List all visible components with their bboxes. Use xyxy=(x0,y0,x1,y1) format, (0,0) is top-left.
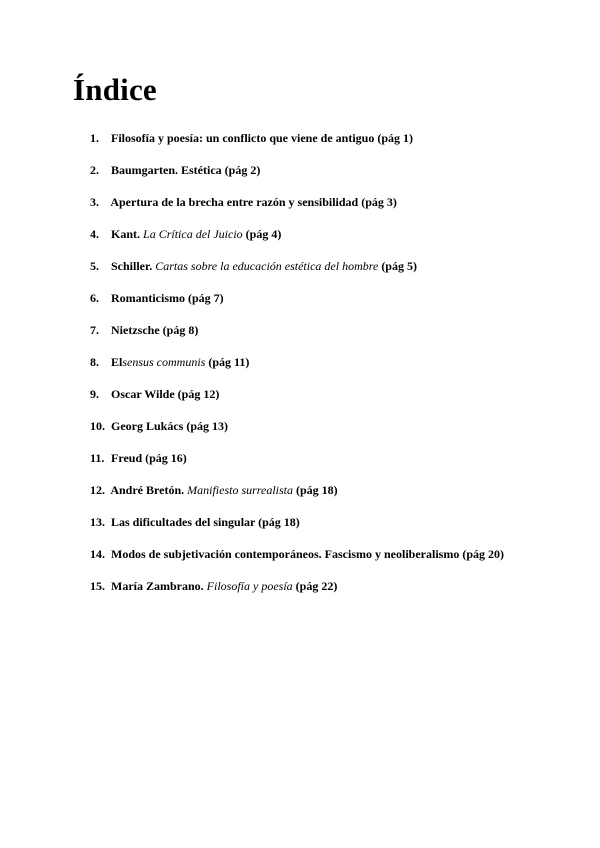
toc-item-italic-title: Manifiesto surrealista xyxy=(187,483,294,497)
toc-item-5 xyxy=(90,257,570,289)
toc-item-text: El xyxy=(111,355,123,369)
toc-item-italic-title: sensus communis xyxy=(122,355,206,369)
toc-item-page: (pág 5) xyxy=(378,259,417,273)
toc-item-7 xyxy=(90,321,570,353)
toc-item-text: Modos de subjetivación contemporáneos. Fascismo y neoliberalismo (pág 20) xyxy=(111,547,504,561)
page-title: Índice xyxy=(73,72,157,107)
toc-item-text: Baumgarten. Estética (pág 2) xyxy=(111,163,261,177)
toc-item-text: Romanticismo (pág 7) xyxy=(111,291,224,305)
toc-item-number: 1. xyxy=(90,131,99,145)
toc-item-6 xyxy=(90,289,570,321)
toc-item-4 xyxy=(90,225,570,257)
toc-item-number: 8. xyxy=(90,355,99,369)
toc-item-1 xyxy=(90,129,570,161)
toc-item-number: 3. xyxy=(90,195,99,209)
toc-item-number: 7. xyxy=(90,323,99,337)
toc-item-text: Las dificultades del singular (pág 18) xyxy=(111,515,300,529)
toc-item-15 xyxy=(90,577,570,609)
toc-item-number: 6. xyxy=(90,291,99,305)
table-of-contents xyxy=(90,129,570,609)
toc-item-12 xyxy=(90,481,570,513)
toc-item-text: Apertura de la brecha entre razón y sensibilidad (pág 3) xyxy=(110,195,397,209)
toc-item-text: Georg Lukács (pág 13) xyxy=(111,419,228,433)
toc-item-text: André Bretón. xyxy=(110,483,188,497)
toc-item-text: Schiller. xyxy=(111,259,156,273)
toc-item-8 xyxy=(90,353,570,385)
toc-item-page: (pág 11) xyxy=(205,355,250,369)
toc-item-text: Nietzsche (pág 8) xyxy=(111,323,199,337)
toc-item-number: 9. xyxy=(90,387,99,401)
toc-item-2 xyxy=(90,161,570,193)
toc-item-page: (pág 18) xyxy=(293,483,338,497)
toc-item-text: Filosofía y poesía: un conflicto que viene de antiguo (pág 1) xyxy=(111,131,414,145)
toc-item-11 xyxy=(90,449,570,481)
toc-item-text: Oscar Wilde (pág 12) xyxy=(111,387,220,401)
toc-item-text: María Zambrano. xyxy=(111,579,207,593)
toc-item-9 xyxy=(90,385,570,417)
toc-item-number: 10. xyxy=(90,419,105,433)
toc-item-number: 4. xyxy=(90,227,99,241)
toc-item-number: 5. xyxy=(90,259,99,273)
toc-item-italic-title: La Crítica del Juicio xyxy=(143,227,243,241)
toc-item-page: (pág 22) xyxy=(292,579,338,593)
toc-item-number: 2. xyxy=(90,163,99,177)
toc-item-number: 14. xyxy=(90,547,105,561)
toc-item-text: Freud (pág 16) xyxy=(111,451,187,465)
toc-item-number: 11. xyxy=(90,451,105,465)
toc-item-10 xyxy=(90,417,570,449)
toc-item-number: 13. xyxy=(90,515,105,529)
toc-item-14 xyxy=(90,545,570,577)
toc-item-page: (pág 4) xyxy=(242,227,282,241)
toc-item-italic-title: Cartas sobre la educación estética del hombre xyxy=(155,259,379,273)
toc-item-13 xyxy=(90,513,570,545)
toc-item-number: 12. xyxy=(90,483,105,497)
toc-item-3 xyxy=(90,193,570,225)
toc-item-italic-title: Filosofía y poesía xyxy=(206,579,293,593)
toc-item-number: 15. xyxy=(90,579,105,593)
toc-item-text: Kant. xyxy=(111,227,144,241)
